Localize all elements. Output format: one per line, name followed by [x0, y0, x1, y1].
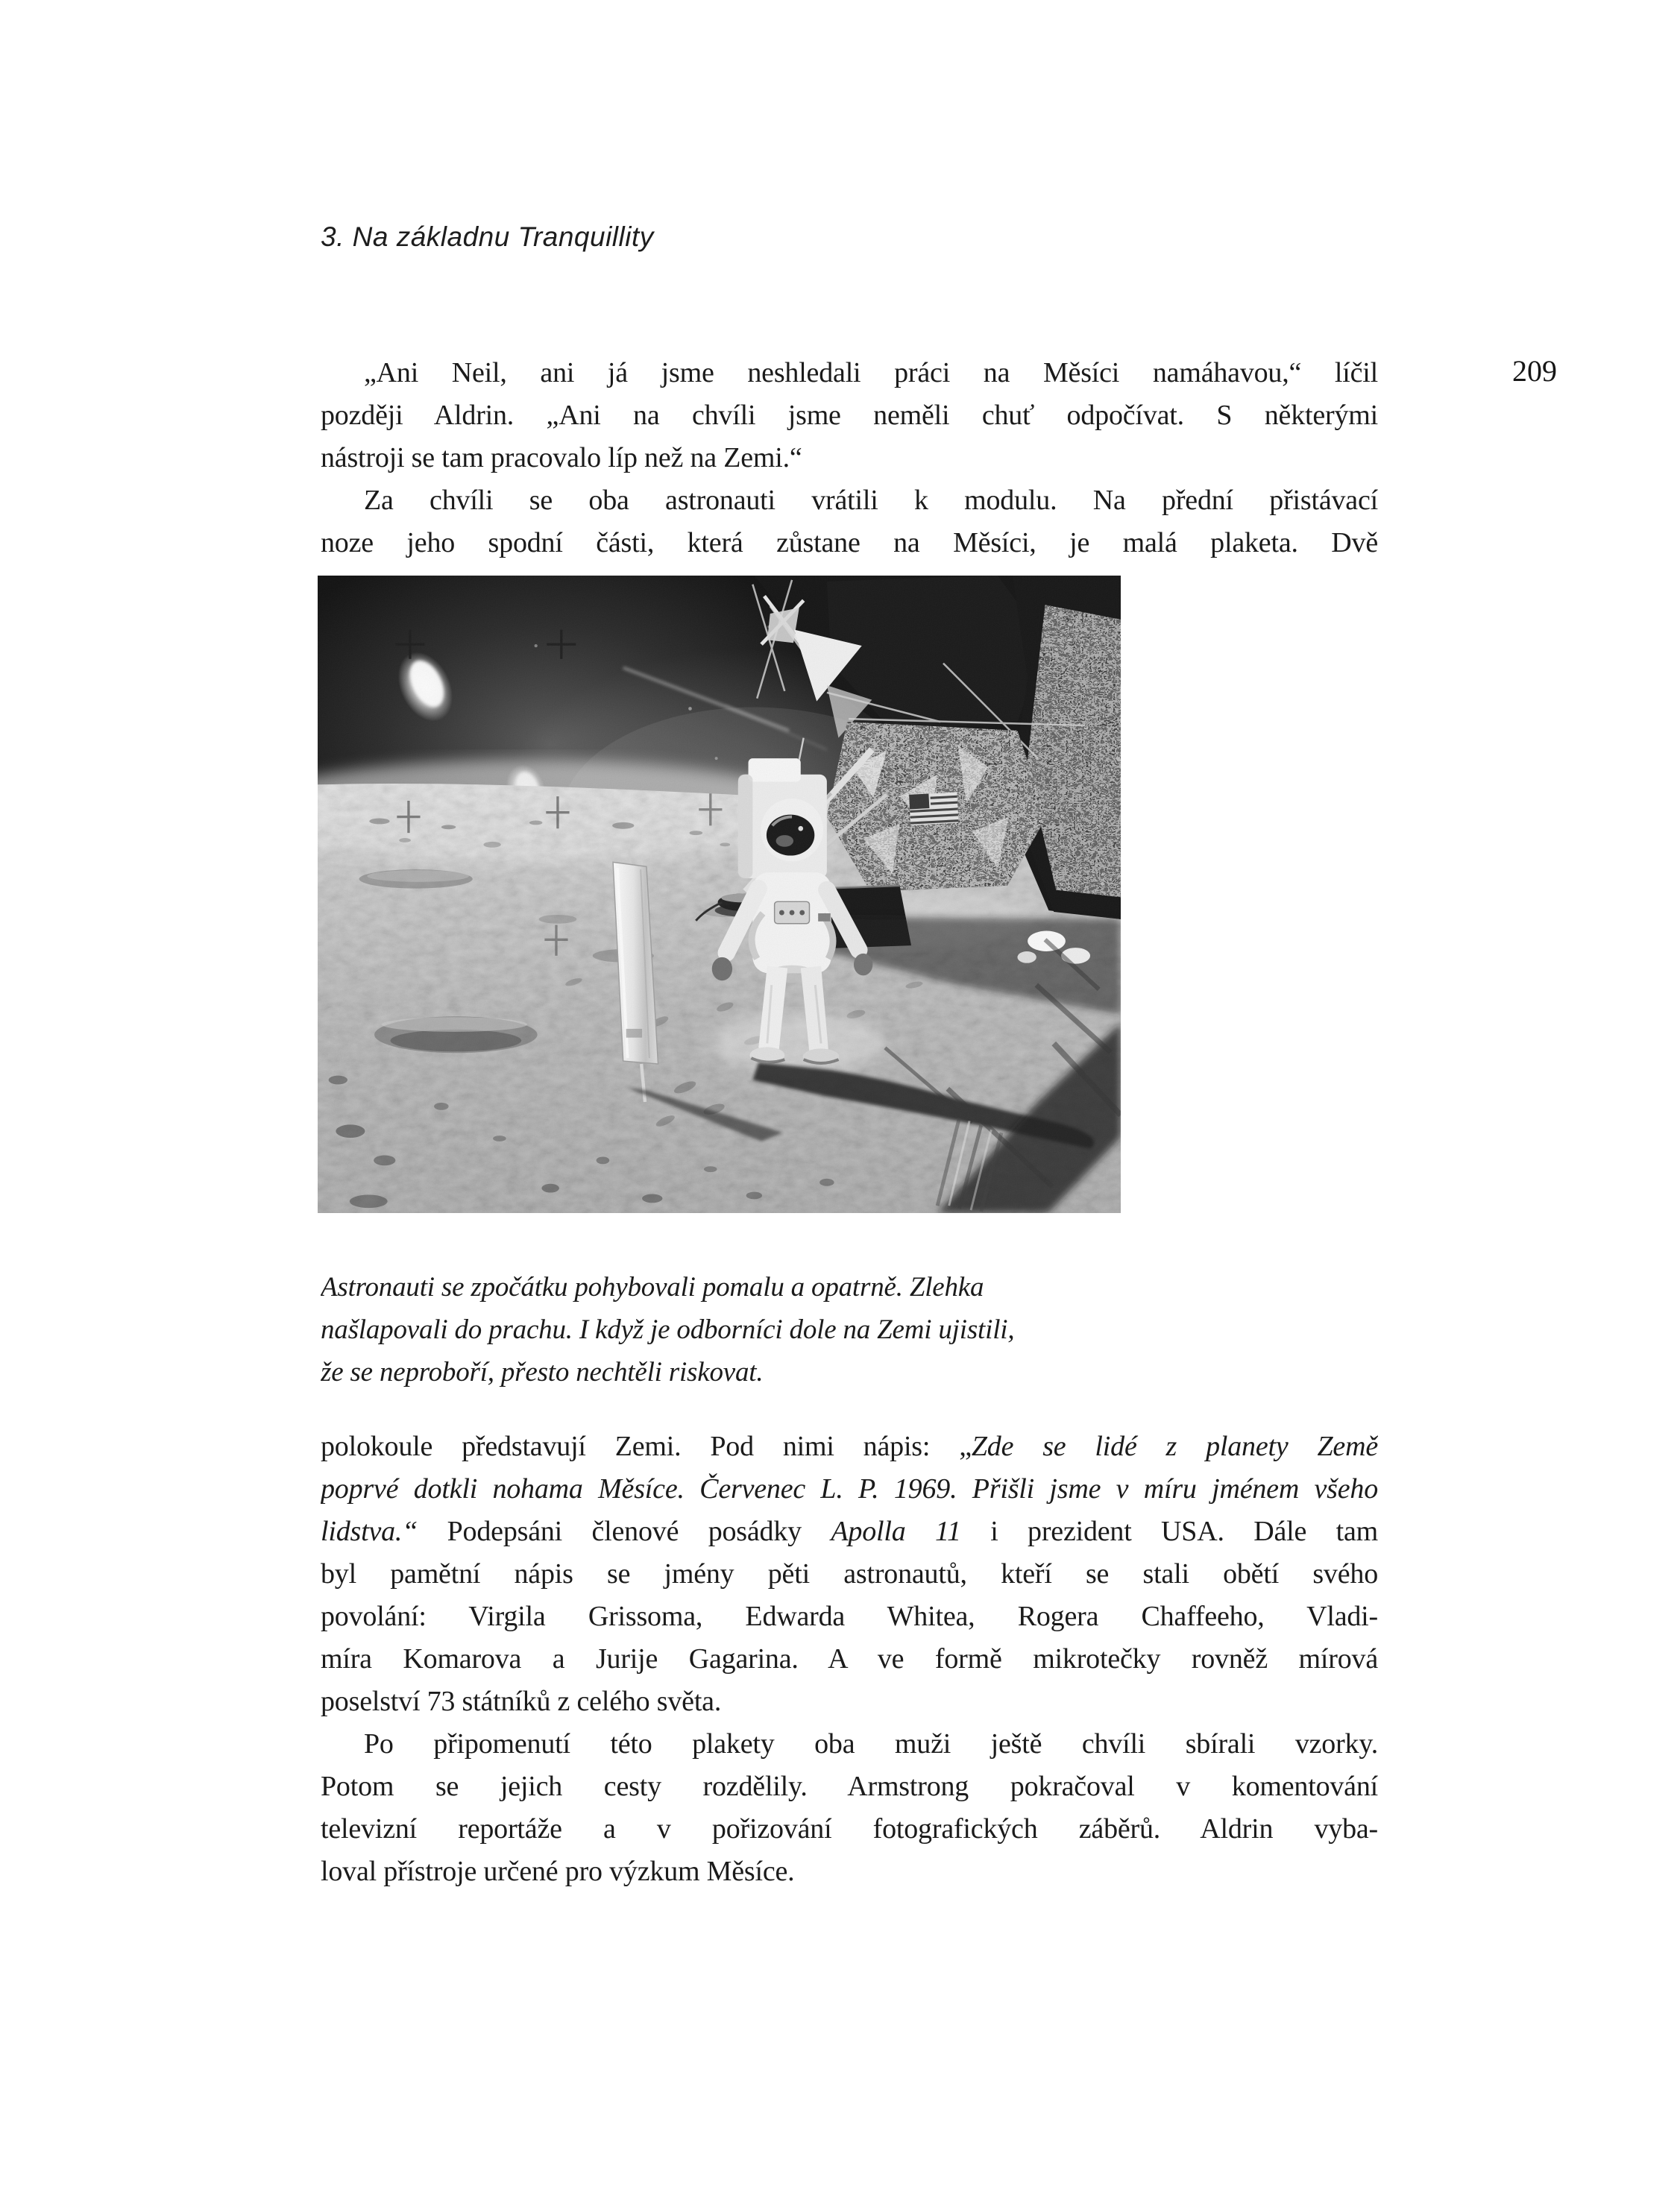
text-line: byl pamětní nápis se jmény pěti astronautů, kteří se stali obětí svého: [321, 1558, 1378, 1590]
figure-moon-photo: [318, 576, 1121, 1213]
text-line: lidstva.“ Podepsáni členové posádky Apolla 11 i prezident USA. Dále tam: [321, 1516, 1378, 1547]
text-line: Po připomenutí této plakety oba muži ještě chvíli sbírali vzorky.: [364, 1728, 1378, 1760]
text-line: Astronauti se zpočátku pohybovali pomalu a opatrně. Zlehka: [321, 1272, 984, 1303]
photo-grain: [318, 576, 1121, 1213]
figure-caption: [321, 1266, 1156, 1393]
text-line: „Ani Neil, ani já jsme neshledali práci na Měsíci namáhavou,“ líčil: [364, 357, 1378, 388]
text-line: Potom se jejich cesty rozdělily. Armstrong pokračoval v komentování: [321, 1771, 1378, 1802]
text-line: noze jeho spodní části, která zůstane na Měsíci, je malá plaketa. Dvě: [321, 527, 1378, 558]
text-line: nástroji se tam pracovalo líp než na Zemi.“: [321, 442, 802, 473]
text-line: míra Komarova a Jurije Gagarina. A ve formě mikrotečky rovněž mírová: [321, 1643, 1378, 1675]
text-line: Za chvíli se oba astronauti vrátili k modulu. Na přední přistávací: [364, 485, 1378, 516]
body-text-top: [321, 352, 1378, 564]
text-line: později Aldrin. „Ani na chvíli jsme neměli chuť odpočívat. S některými: [321, 400, 1378, 431]
page-number: 209: [1512, 354, 1557, 388]
text-line: polokoule představují Zemi. Pod nimi nápis: „Zde se lidé z planety Země: [321, 1431, 1378, 1462]
text-line: že se neproboří, přesto nechtěli riskovat.: [321, 1357, 764, 1388]
text-line: poselství 73 státníků z celého světa.: [321, 1686, 722, 1717]
running-head: 3. Na základnu Tranquillity: [321, 221, 654, 252]
text-line: poprvé dotkli nohama Měsíce. Červenec L. P. 1969. Přišli jsme v míru jménem všeho: [321, 1473, 1378, 1505]
text-line: povolání: Virgila Grissoma, Edwarda Whitea, Rogera Chaffeeho, Vladi-: [321, 1601, 1378, 1632]
text-line: našlapovali do prachu. I když je odborníci dole na Zemi ujistili,: [321, 1314, 1015, 1345]
moon-photo-illustration: [318, 576, 1121, 1213]
text-line: televizní reportáže a v pořizování fotografických záběrů. Aldrin vyba-: [321, 1813, 1378, 1845]
body-text-main: [321, 1426, 1378, 1893]
text-line: loval přístroje určené pro výzkum Měsíce.: [321, 1856, 795, 1887]
